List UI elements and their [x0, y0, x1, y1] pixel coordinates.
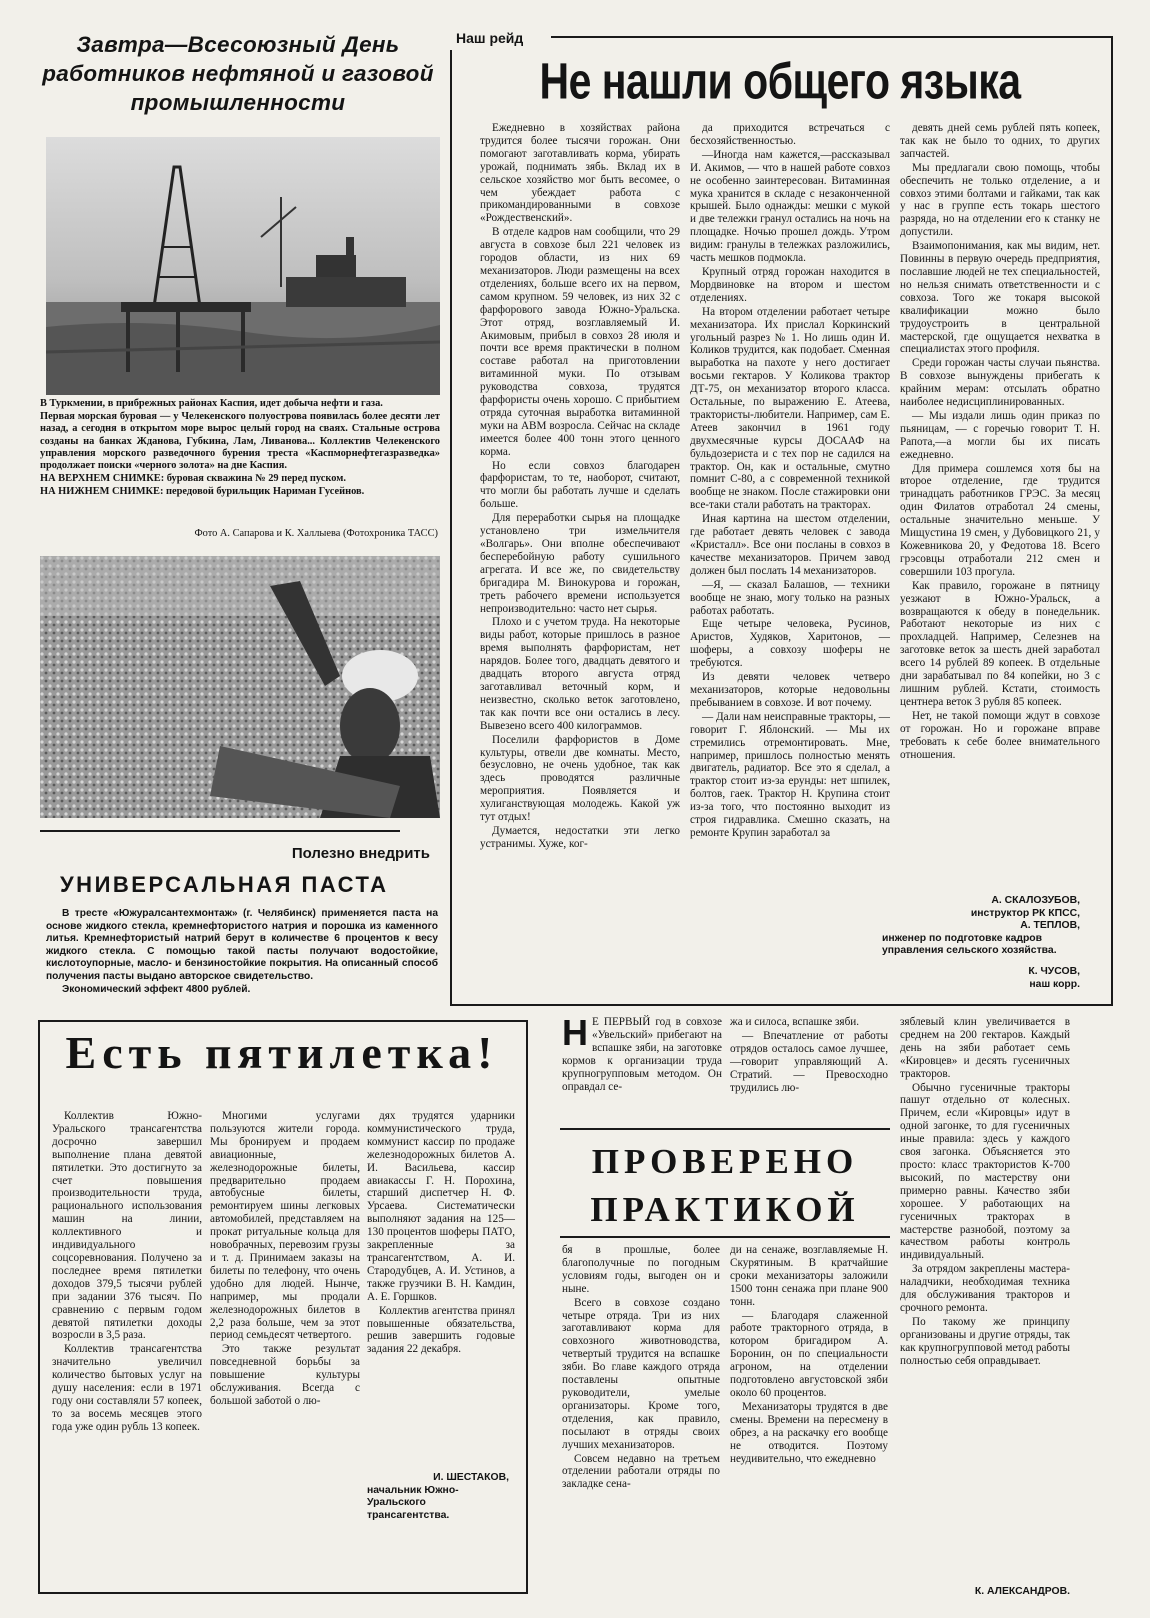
proven-paragraph: ди на сенаже, возглавляемые Н. Скурятиным. В кратчайшие сроки механизаторы заложили 1500 тонн сенажа при плане 900 тонн. [730, 1244, 888, 1308]
raid-paragraph: Иная картина на шестом отделении, где работает девять человек с завода «Кристалл». Все они посланы в совхоз в качестве механизаторов. Причем завод должен был послать 14 механизаторов. [690, 513, 890, 577]
pasta-paragraph: В тресте «Южуралсантехмонтаж» (г. Челябинск) применяется паста на основе жидкого стекла, кремнефтористого натрия и порошка из каменного литья. Кремнефтористый натрий берут в количестве 6 процентов к весу жидкого стекла. С помощью такой пасты получают водостойкие, кислотоупорные, масло- и бензиностойкие покрытия. На описанный способ получения пасты выдано авторское свидетельство. [46, 908, 438, 982]
raid-paragraph: В отделе кадров нам сообщили, что 29 августа в совхозе был 221 человек из городов области, из них 69 механизаторов. Люди размещены на всех отделениях, больше всего их на первом, самом крупном. 59 человек, из них 32 с фарфорового завода Южно-Уральска. Этот отряд, возглавляемый И. Акимовым, прибыл в совхоз 28 июля и почти все время практически в полном составе работал на приготовлении витаминной муки. По отзывам руководства совхоза, трудятся фарфористы очень хорошо. С прибытием отряда суточная выработка витаминной муки на АВМ возросла. Сейчас на складе имеется более 400 тонн этого ценного корма. [480, 226, 680, 458]
proven-paragraph: По такому же принципу организованы и другие отряды, так как крупногрупповой метод работы полностью себя оправдывает. [900, 1315, 1070, 1367]
raid-paragraph: — Дали нам неисправные тракторы, — говорит Г. Яблонский. — Мы их стремились отремонтировать. Мне, например, пришлось полностью менять двигатель, радиатор. Все это я сделал, а трактор стоит из-за ерунды: нет шпилек, болтов, гаек. Трактор Н. Крупина стоит из-за того, что постоянно выходит из строя гидравлика. Смешно сказать, на ремонте Крупин заработал за [690, 710, 890, 839]
five-year-paragraph: дях трудятся ударники коммунистического труда, коммунист кассир по продаже железнодорожных билетов А. И. Васильева, кассир авиакассы Г. Н. Порохина, старший диспетчер Н. Ф. Урсаева. Систематически выполняют задания на 125—130 процентов шоферы ПАТО, закрепленные за трансагентством, А. И. Стародубцев, А. И. Устинов, а также грузчики В. Н. Камдин, А. Е. Горшков. [367, 1110, 515, 1303]
pasta-economic-effect: Экономический эффект 4800 рублей. [62, 983, 251, 995]
raid-paragraph: девять дней семь рублей пять копеек, так как не было то одних, то других запчастей. [900, 122, 1100, 160]
offshore-drilling-rig-photo [46, 137, 440, 395]
pasta-title: УНИВЕРСАЛЬНАЯ ПАСТА [60, 872, 389, 897]
photo-credit: Фото А. Сапарова и К. Халлыева (Фотохроника ТАСС) [194, 528, 438, 539]
raid-title: Не нашли общего языка [539, 52, 1021, 110]
raid-left-rule [450, 50, 452, 1005]
five-year-paragraph: Это также результат повседневной борьбы за повышение культуры обслуживания. Всегда с большой заботой о лю- [210, 1343, 360, 1407]
signature-name: А. ТЕПЛОВ, [1020, 920, 1080, 932]
proven-paragraph: Совсем недавно на третьем отделении работали отряды по закладке сена- [562, 1452, 720, 1491]
caption-bottom-photo: НА НИЖНЕМ СНИМКЕ: передовой бурильщик Нариман Гусейнов. [40, 486, 365, 498]
five-year-column-3 [367, 1110, 515, 1357]
proven-paragraph: бя в прошлые, более благополучные по погодным условиям годы, выгоден он и ныне. [562, 1244, 720, 1295]
signature-role: начальник Южно-Уральского трансагентства. [367, 1484, 459, 1521]
raid-paragraph: Крупный отряд горожан находится в Мордвиновке на втором и шестом отделениях. [690, 265, 890, 304]
signature-role: наш корр. [1029, 978, 1080, 990]
proven-column-1 [562, 1244, 720, 1492]
five-year-title: Есть пятилетка! [65, 1027, 499, 1078]
pasta-top-rule [40, 830, 400, 832]
five-year-column-1 [52, 1110, 202, 1435]
five-year-paragraph: Многими услугами пользуются жители города. Мы бронируем и продаем авиационные, железнодорожные билеты, предварительно продаем автобусные билеты, ремонтируем шины легковых автомобилей, представляем на прокат ритуальные кольца для новобрачных, перевозим грузы и т. д. Принимаем заказы на билеты по телефону, что очень удобно для людей. Нынче, например, мы продали железнодорожных билетов в 2,2 раза больше, чем за этот период семьдесят четвертого. [210, 1110, 360, 1342]
proven-paragraph: жа и силоса, вспашке зяби. [730, 1016, 860, 1028]
raid-bottom-rule [450, 1004, 1113, 1006]
proven-title-rule-bottom [560, 1236, 890, 1238]
raid-kicker: Наш рейд [456, 30, 524, 46]
proven-paragraph: Механизаторы трудятся в две смены. Времени на пересмену в обрез, а на раскачку его вообще не отводится. Поэтому неудивительно, что ежедневно [730, 1400, 888, 1465]
pasta-kicker: Полезно внедрить [291, 845, 430, 862]
caption-lead: В Туркмении, в прибрежных районах Каспия, идет добыча нефти и газа. [40, 398, 383, 409]
proven-intro-text: Е ПЕРВЫЙ год в совхозе «Увельский» прибегают на вспашке зяби, на заготовке кормов к организации труда крупногрупповым методом. Он оправдал се- [562, 1016, 722, 1093]
raid-column-3 [900, 122, 1100, 762]
five-year-paragraph: Коллектив трансагентства значительно увеличил количество бытовых услуг на душу населения: если в 1971 году они составляли 57 копеек, то за восемь месяцев этого года уже один рубль 13 копеек. [52, 1343, 202, 1433]
raid-paragraph: — Мы издали лишь один приказ по пьяницам, — с горечью говорит Т. Н. Рапота,—а могли бы их писать ежедневно. [900, 409, 1100, 461]
proven-intro [562, 1012, 722, 1093]
caption-top-photo: НА ВЕРХНЕМ СНИМКЕ: буровая скважина № 29 перед пуском. [40, 473, 346, 485]
proven-signature: К. АЛЕКСАНДРОВ. [974, 1586, 1070, 1597]
raid-paragraph: Нет, не такой помощи ждут в совхозе от горожан. Но и горожане вправе требовать к себе более внимательного отношения. [900, 709, 1100, 761]
raid-paragraph: Еще четыре человека, Русинов, Аристов, Худяков, Харитонов, — шоферы, а совхозу шоферы не требуются. [690, 618, 890, 670]
raid-paragraph: —Иногда нам кажется,—рассказывал И. Акимов, — что в нашей работе совхоз не особенно заинтересован. Витаминная мука хранится в складе с незаконченной крышей. Было однажды: мешки с мукой и две тележки гранул остались на ночь на площадке. Ночью прошел дождь. Утром видим: гранулы в тележках разложились, часть мешков подмокла. [690, 148, 890, 265]
raid-paragraph: Поселили фарфористов в Доме культуры, отвели две комнаты. Место, безусловно, не очень удобное, так как здесь проводятся различные мероприятия. Появляется и хулиганствующая молодежь. Какой уж тут отдых! [480, 733, 680, 824]
raid-column-2 [690, 122, 890, 841]
offshore-drilling-rig-illustration [46, 137, 440, 395]
signature-role: инструктор РК КПСС, [970, 907, 1080, 919]
raid-column-1 [480, 122, 680, 852]
five-year-column-2 [210, 1110, 360, 1409]
signature-name: К. ЧУСОВ, [1028, 965, 1080, 977]
raid-paragraph: Взаимопонимания, как мы видим, нет. Повинны в первую очередь предприятия, пославшие людей не тех специальностей, но нельзя снимать ответственности и с совхоза. Того же токаря высокой квалификации можно было трудоустроить в центральной мастерской, где ощущается нехватка в специалистах этого профиля. [900, 240, 1100, 356]
raid-right-rule [1111, 36, 1113, 1006]
proven-title: ПРОВЕРЕНО ПРАКТИКОЙ [590, 1142, 860, 1229]
oil-day-headline: Завтра—Всесоюзный День работников нефтяной и газовой промышленности [42, 32, 434, 115]
raid-paragraph: да приходится встречаться с бесхозяйственностью. [690, 122, 890, 147]
raid-paragraph: Для переработки сырья на площадке установлено три измельчителя «Волгарь». Они вполне обеспечивают бесперебойную работу сушильного агрегата. И все же, по свидетельству бригадира М. Винокурова и горожан, треть рабочего времени используется непроизводительно: часто нет сырья. [480, 512, 680, 615]
five-year-paragraph: Коллектив агентства принял повышенные обязательства, решив завершить годовые задания 22 декабря. [367, 1304, 515, 1356]
proven-paragraph: Обычно гусеничные тракторы пашут отдельно от колесных. Причем, если «Кировцы» идут в одной загонке, то для гусеничных иные правила: здесь у каждого своя загонка. Объясняется это просто: класс трактористов К-700 высокий, по мастерству они примерно равны. Качество зяби хорошее. У работающих на гусеничных тракторах в мастерстве разнобой, поэтому за качеством работы контроль индивидуальный. [900, 1081, 1070, 1262]
proven-intro-column-2 [730, 1016, 888, 1095]
raid-paragraph: Плохо и с учетом труда. На некоторые виды работ, которые пришлось в разное время выполнять фарфористам, нет нарядов. Более того, двадцать девятого и двадцать второго августа отряд заготавливал веточный корм, и неизвестно, сколько веток заготовлено, так как почти все они остались в лесу. Вывезено всего 400 килограммов. [480, 616, 680, 732]
raid-paragraph: Из девяти человек четверо механизаторов, которые недовольны пребыванием в совхозе. И вот почему. [690, 671, 890, 709]
signature-name: А. СКАЛОЗУБОВ, [991, 895, 1080, 906]
proven-paragraph: — Впечатление от работы отрядов осталось самое лучшее,—говорит управляющий А. Стратий. — Превосходно трудились лю- [730, 1029, 888, 1094]
raid-signatures [880, 895, 1080, 991]
oil-worker-illustration [40, 556, 440, 818]
proven-title-rule-top [560, 1128, 890, 1130]
raid-paragraph: Для примера сошлемся хотя бы на второе отделение, где трудится тринадцать работников ГРЭС. За месяц один Филатов отработал 24 смены, остальные значительно меньше. У Мищустина 19 смен, у Дубовицкого 21, у Кожевникова 20, у Федотова 18. Всего грэсовцы отработали 212 смен и совершили 103 прогула. [900, 462, 1100, 578]
five-year-paragraph: Коллектив Южно-Уральского трансагентства досрочно завершил выполнение плана девятой пятилетки. Это достигнуто за счет повышения производительности труда, рационального использования машин на линии, коллективного и индивидуального соцсоревнования. Получено за последнее время пятилетки доходов 379,5 тысячи рублей при задании 376 тысяч. По сравнению с первым годом девятой пятилетки доходы возросли в 3,5 раза. [52, 1110, 202, 1342]
raid-paragraph: На втором отделении работает четыре механизатора. Их прислал Коркинский угольный разрез № 1. Но лишь один И. Коликов трудится, как подобает. Сменная выработка на пахоте у него достигает восьми гектаров. У Коликова трактор ДТ-75, он механизатор второго класса. Остальные, по выражению Е. Атеева, трактористы-любители. Например, сам Е. Атеев закончил в 1961 году двухмесячные курсы ДОСААФ на бульдозериста и с тех пор не садился на трактор. Он, как и остальные, смутно помнит С-80, а с современной техникой вообще не знаком. После стажировки они все-таки стали работать на тракторах. [690, 305, 890, 512]
oil-photo-caption [40, 398, 440, 500]
oil-worker-helmet-photo [40, 556, 440, 818]
raid-paragraph: Мы предлагали свою помощь, чтобы обеспечить не только отделение, а и совхоз этими болтами и гайками, так как у нас в группе есть токарь шестого разряда, но на отделении его к станку не допустили. [900, 161, 1100, 239]
proven-dropcap: Н [562, 1012, 588, 1053]
raid-top-rule [551, 36, 1111, 38]
raid-paragraph: Ежедневно в хозяйствах района трудится более тысячи горожан. Они помогают заготавливать корма, убирать урожай, поднимать зябь. Вклад их в сельское хозяйство мог быть весомее, о чем убеждает работа с прикомандированными в совхозе «Рождественский». [480, 122, 680, 225]
five-year-signature [367, 1472, 509, 1522]
raid-paragraph: Думается, недостатки эти легко устранимы. Хуже, ког- [480, 824, 680, 850]
proven-paragraph: Всего в совхозе создано четыре отряда. Три из них заготавливают корма для совхозного животноводства, четвертый трудится на вспашке зяби. Во главе каждого отряда поставлены опытные руководители, умелые организаторы. Кроме того, отделения, как правило, посылают в отряды своих лучших механизаторов. [562, 1296, 720, 1451]
proven-column-3 [900, 1016, 1070, 1368]
proven-paragraph: — Благодаря слаженной работе тракторного отряда, в котором бригадиром А. Боронин, он по специальности агроном, на отделении подготовлено августовской зяби около 60 процентов. [730, 1309, 888, 1399]
raid-paragraph: Но если совхоз благодарен фарфористам, то те, наоборот, считают, что могли бы работать лучше и сделать больше. [480, 459, 680, 511]
pasta-text [46, 908, 438, 996]
signature-role: инженер по подготовке кадров управления сельского хозяйства. [882, 932, 1057, 957]
raid-paragraph: —Я, — сказал Балашов, — техники вообще не знаю, могу только на разных работах работать. [690, 578, 890, 617]
caption-body: Первая морская буровая — у Челекенского полуострова появилась более десяти лет назад, а сегодня в открытом море вырос целый город на сваях. Стальные острова созданы на банках Жданова, Губкина, Лам, Ливанова... Коллектив Челекенского управления морского разведочного бурения треста «Каспморнефтегазразведка» продолжает поиски «черного золота» на дне Каспия. [40, 411, 440, 472]
proven-column-2 [730, 1244, 888, 1466]
proven-paragraph: За отрядом закреплены мастера-наладчики, необходимая техника для обслуживания тракторов и срочного ремонта. [900, 1263, 1070, 1314]
proven-paragraph: зяблевый клин увеличивается в среднем на 200 гектаров. Каждый день на зяби работает семь «Кировцев» и десять гусеничных тракторов. [900, 1016, 1070, 1080]
raid-paragraph: Как правило, горожане в пятницу уезжают в Южно-Уральск, а возвращаются к обеду в понедельник. Работают некоторые из них с прохладцей. Например, Селезнев на заготовке веток за шесть дней заработал всего 14 рублей 89 копеек. В отдельные дни зарабатывал по 84 копейки, но 3 с лишним рублей. Кстати, стоимость центнера веток 3 рубля 85 копеек. [900, 579, 1100, 708]
signature-name: И. ШЕСТАКОВ, [433, 1472, 509, 1483]
raid-paragraph: Среди горожан часты случаи пьянства. В совхозе вынуждены прибегать к крайним мерам: отсылать обратно наиболее недисциплинированных. [900, 357, 1100, 409]
